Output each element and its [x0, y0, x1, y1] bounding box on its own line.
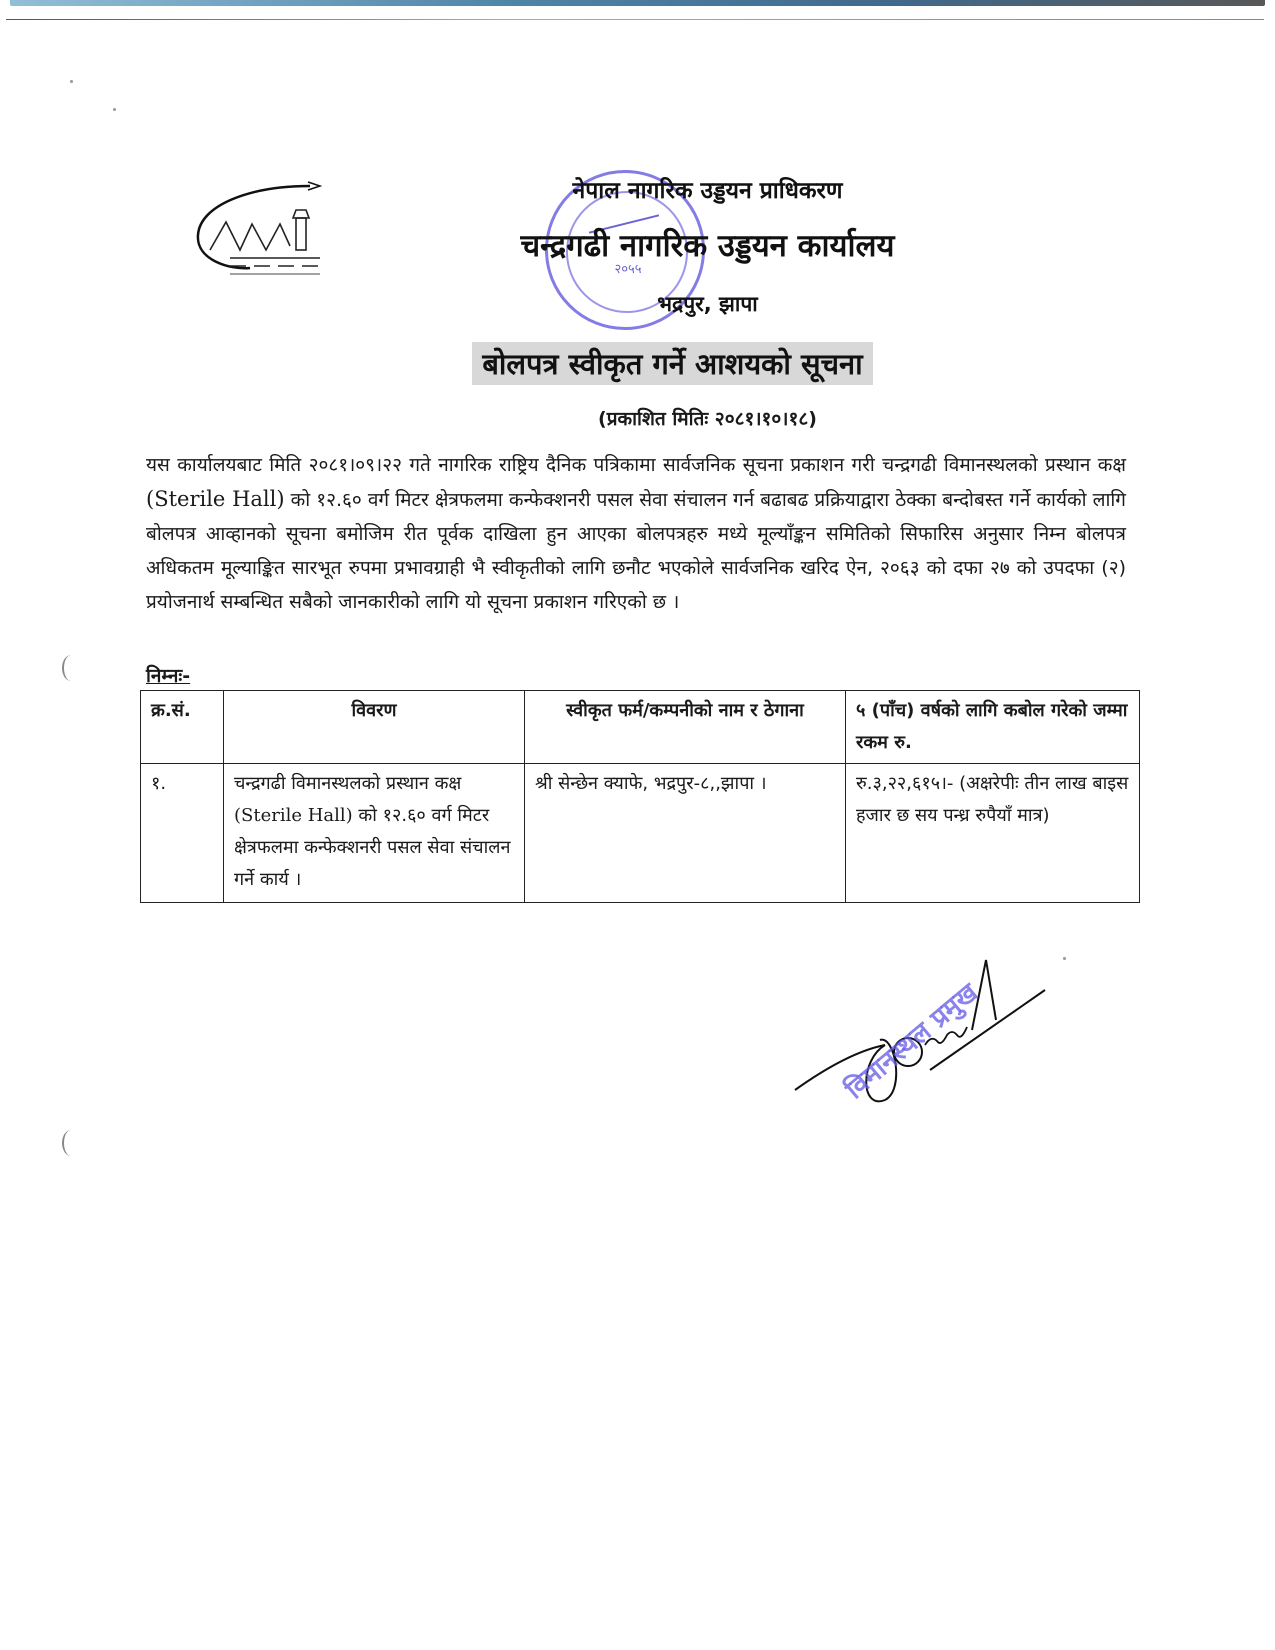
scan-speck [1063, 957, 1066, 960]
header-firm: स्वीकृत फर्म/कम्पनीको नाम र ठेगाना [525, 691, 846, 764]
office-location: भद्रपुर, झापा [657, 292, 758, 316]
published-date: (प्रकाशित मितिः २०८१।१०।१८) [598, 408, 817, 430]
signatory-stamp: विमानस्थल प्रमुख [840, 977, 984, 1106]
cell-amount: रु.३,२२,६१५।- (अक्षरेपीः तीन लाख बाइस हजार छ सय पन्ध्र रुपैयाँ मात्र) [846, 764, 1140, 903]
notice-body-part1: यस कार्यालयबाट मिति २०८१।०९।२२ गते नागरिक राष्ट्रिय दैनिक पत्रिकामा सार्वजनिक सूचना प्रकाशन गरी चन्द्रगढी विमानस्थलको प्रस्थान कक्ष [146, 454, 1126, 476]
notice-body-latin: (Sterile Hall) [146, 487, 285, 511]
award-table [140, 690, 1140, 903]
scan-edge [10, 0, 1265, 6]
punch-hole-mark [62, 655, 80, 681]
cell-description-part1: चन्द्रगढी विमानस्थलको प्रस्थान कक्ष [234, 773, 462, 794]
list-label: निम्नः- [146, 665, 191, 687]
header-description: विवरण [224, 691, 525, 764]
scan-border-line [6, 19, 1264, 20]
scan-speck [113, 108, 116, 111]
seal-year: २०५५ [614, 262, 642, 277]
table-header-row [141, 691, 1140, 764]
header-sn: क्र.सं. [141, 691, 224, 764]
cell-description [224, 764, 525, 903]
cell-description-part2: को १२.६० वर्ग मिटर क्षेत्रफलमा कन्फेक्शनरी पसल सेवा संचालन गर्ने कार्य । [234, 805, 511, 890]
scan-speck [70, 80, 73, 83]
notice-body [146, 448, 1126, 619]
notice-title: बोलपत्र स्वीकृत गर्ने आशयको सूचना [472, 342, 872, 385]
office-name: चन्द्रगढी नागरिक उड्डयन कार्यालय [520, 228, 895, 264]
authority-name: नेपाल नागरिक उड्डयन प्राधिकरण [572, 178, 843, 204]
notice-body-part2: को १२.६० वर्ग मिटर क्षेत्रफलमा कन्फेक्शनरी पसल सेवा संचालन गर्न बढाबढ प्रक्रियाद्वारा ठेक्का बन्दोबस्त गर्ने कार्यको लागि बोलपत्र आव्हानको सूचना बमोजिम रीत पूर्वक दाखिला हुन आएका बोलपत्रहरु मध्ये मूल्याँङ्कन समितिको सिफारिस अनुसार निम्न बोलपत्र अधिकतम मूल्याङ्कित सारभूत रुपमा प्रभावग्राही भै स्वीकृतीको लागि छनौट भएकोले सार्वजनिक खरिद ऐन, २०६३ को दफा २७ को उपदफा (२) प्रयोजनार्थ सम्बन्धित सबैको जानकारीको लागि यो सूचना प्रकाशन गरिएको छ । [146, 489, 1127, 613]
cell-firm: श्री सेन्छेन क्याफे, भद्रपुर-८,,झापा । [525, 764, 846, 903]
table-row [141, 764, 1140, 903]
cell-sn: १. [141, 764, 224, 903]
punch-hole-mark [62, 1130, 80, 1156]
header-amount: ५ (पाँच) वर्षको लागि कबोल गरेको जम्मा रकम रु. [846, 691, 1140, 764]
cell-description-latin: (Sterile Hall) [234, 805, 353, 826]
